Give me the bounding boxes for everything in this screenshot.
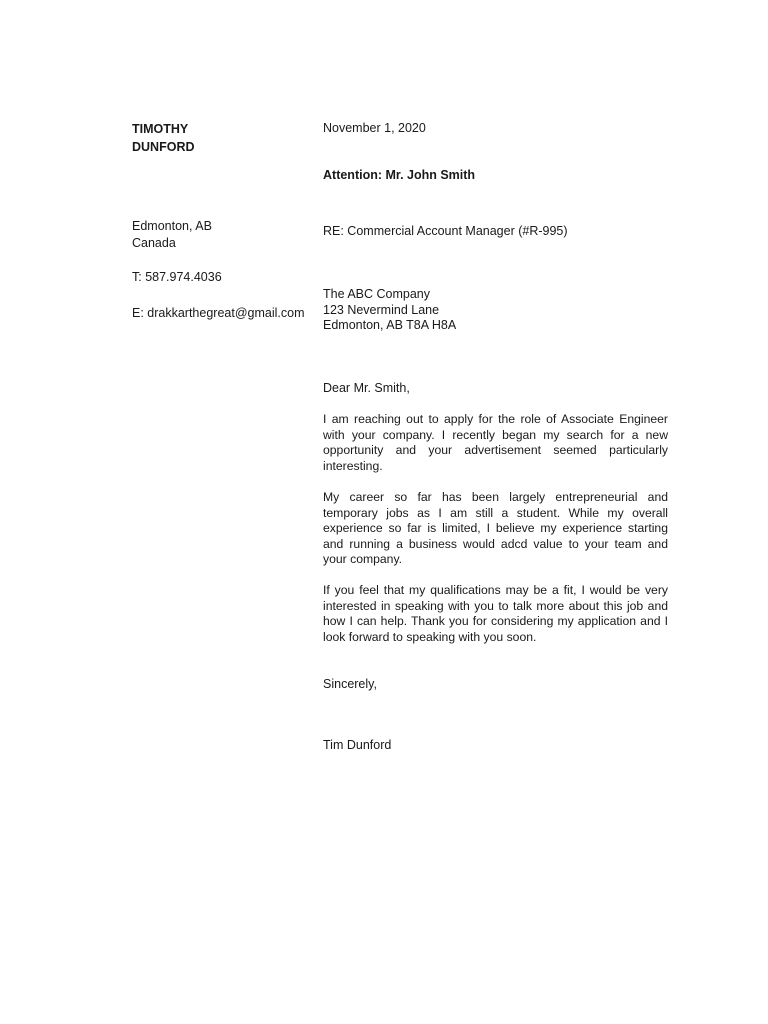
- sender-country: Canada: [132, 236, 176, 250]
- letter-attention: Attention: Mr. John Smith: [323, 168, 476, 182]
- body-paragraph-1: I am reaching out to apply for the role of Associate Engineer with your company. I recently began my search for a new opportunity and your advertisement seemed particularly interesting.: [323, 412, 668, 473]
- sender-phone: T: 587.974.4036: [132, 270, 222, 284]
- sender-name: [132, 120, 195, 156]
- body-paragraph-3: If you feel that my qualifications may be a fit, I would be very interested in speaking with you to talk more about this job and how I can help. Thank you for considering my application and I look forward to speaking with you soon.: [323, 583, 668, 644]
- recipient-street: 123 Nevermind Lane: [323, 302, 440, 317]
- letter-re: RE: Commercial Account Manager (#R-995): [323, 224, 568, 238]
- letter-signature: Tim Dunford: [323, 738, 392, 752]
- recipient-city: Edmonton, AB T8A H8A: [323, 318, 457, 332]
- letter-closing: Sincerely,: [323, 677, 377, 691]
- sender-email: E: drakkarthegreat@gmail.com: [132, 306, 305, 320]
- letter-salutation: Dear Mr. Smith,: [323, 381, 410, 395]
- letter-date: November 1, 2020: [323, 121, 426, 135]
- body-paragraph-2: My career so far has been largely entrepreneurial and temporary jobs as I am still a student. While my overall experience so far is limited, I believe my experience starting and running a business would adcd value to your team and your company.: [323, 490, 668, 566]
- sender-last-name: DUNFORD: [132, 140, 195, 154]
- sender-location: [132, 218, 212, 252]
- sender-city: Edmonton, AB: [132, 219, 212, 233]
- recipient-address: [323, 287, 456, 334]
- sender-first-name: TIMOTHY: [132, 122, 189, 136]
- recipient-company: The ABC Company: [323, 287, 430, 301]
